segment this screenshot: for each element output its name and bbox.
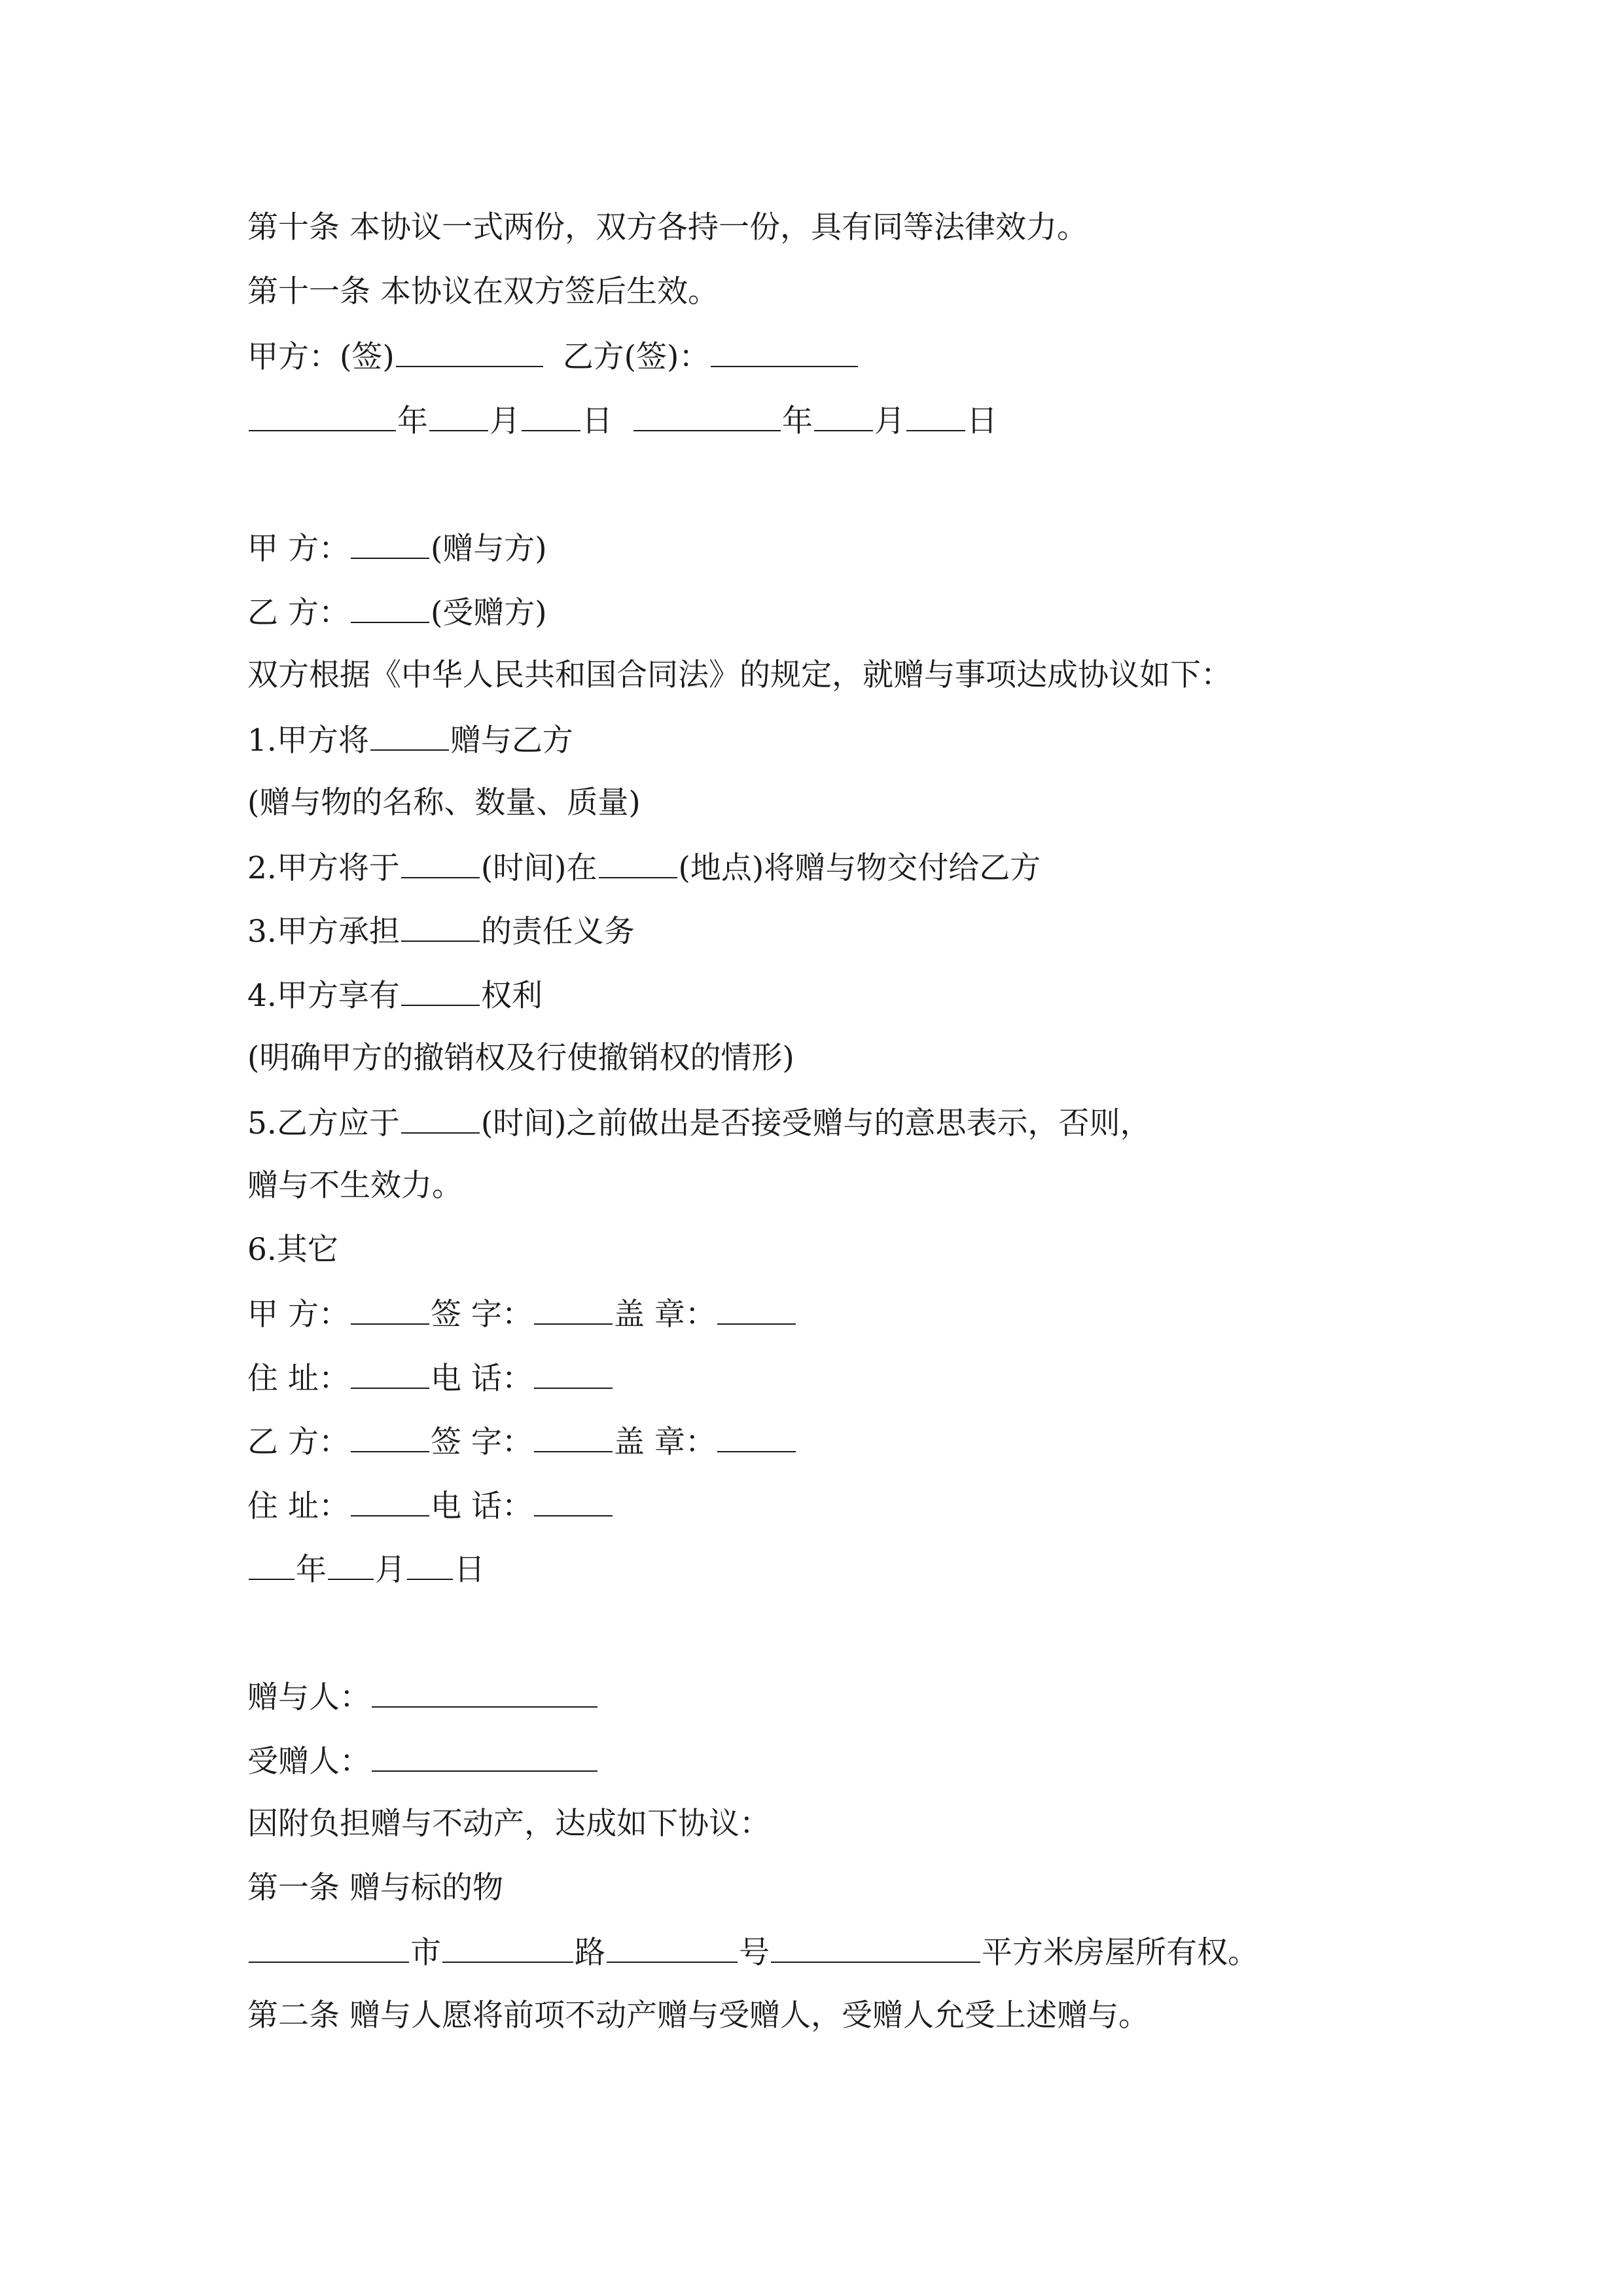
party-b-sign-blank[interactable] [711,333,858,367]
article-10 [247,205,1088,251]
party-a-seal-blank[interactable] [717,1291,796,1325]
article-11-text: 第十一条 本协议在双方签后生效。 [247,274,719,310]
item-4 [247,972,543,1018]
item-6 [247,1227,338,1273]
item-4-note-text: (明确甲方的撤销权及行使撤销权的情形) [247,1040,794,1076]
section-2-year-blank[interactable] [249,1546,294,1580]
party-a-phone-label: 电 话： [430,1361,533,1397]
item-2-text-a: 2.甲方将于 [247,850,400,886]
contract-intro-text: 双方根据《中华人民共和国合同法》的规定，就赠与事项达成协议如下： [247,657,1232,693]
item-5-text-c: 赠与不生效力。 [247,1168,463,1204]
party-a-phone-blank[interactable] [534,1355,613,1389]
item-4-text-a: 4.甲方享有 [247,978,400,1014]
party-a-line [247,525,547,571]
section-2-day-label: 日 [454,1552,485,1588]
real-estate-intro-text: 因附负担赠与不动产，达成如下协议： [247,1806,770,1842]
party-b-signature-label: 签 字： [430,1424,533,1460]
section-2-month-blank[interactable] [328,1546,374,1580]
city-label: 市 [410,1935,441,1971]
party-b-seal-blank[interactable] [717,1418,796,1452]
section-2-date [247,1546,485,1592]
party-b-address-row [247,1482,614,1528]
party-a-signature-label: 签 字： [430,1297,533,1333]
donor-blank[interactable] [372,1674,597,1708]
item-5-text-b: (时间)之前做出是否接受赠与的意思表示，否则， [480,1105,1151,1141]
date-a-day-label: 日 [582,403,613,439]
item-4-text-b: 权利 [480,978,543,1014]
date-b-day-label: 日 [967,403,997,439]
party-b-phone-label: 电 话： [430,1488,533,1524]
signature-line [247,333,859,379]
date-a-day-blank[interactable] [522,397,580,431]
party-a-sign-label: 甲方：(签) [247,339,395,375]
date-b-month-label: 月 [874,403,905,439]
party-b-seal-label: 盖 章： [613,1424,716,1460]
item-2-text-c: (地点)将赠与物交付给乙方 [678,850,1041,886]
item-1-text-b: 赠与乙方 [450,723,573,759]
item-1 [247,717,573,762]
real-estate-article-2 [247,1993,1149,2039]
section-2-month-label: 月 [375,1552,406,1588]
item-5-blank[interactable] [401,1100,480,1134]
donor-label: 赠与人： [247,1679,370,1715]
item-3-text-b: 的责任义务 [480,914,635,950]
item-5-continued [247,1163,463,1209]
section-2-day-blank[interactable] [407,1546,453,1580]
city-blank[interactable] [249,1929,409,1963]
property-label: 平方米房屋所有权。 [982,1935,1258,1971]
contract-intro [247,653,1232,698]
party-b-sign-label: 乙方(签)： [562,339,710,375]
date-a-month-label: 月 [490,403,520,439]
property-address-line [247,1929,1258,1975]
real-estate-article-2-text: 第二条 赠与人愿将前项不动产赠与受赠人，受赠人允受上述赠与。 [247,1998,1149,2034]
road-label: 路 [575,1935,605,1971]
party-b-role: (受赠方) [430,595,547,631]
date-b-month-blank[interactable] [814,397,873,431]
item-6-text: 6.其它 [247,1232,338,1268]
party-b-address-label: 住 址： [247,1488,349,1524]
party-b-sign-row-label: 乙 方： [247,1424,349,1460]
item-2-text-b: (时间)在 [480,850,597,886]
party-b-label: 乙 方： [247,595,349,631]
party-a-seal-label: 盖 章： [613,1297,716,1333]
item-2-time-blank[interactable] [401,844,480,878]
item-3-text-a: 3.甲方承担 [247,914,400,950]
road-blank[interactable] [442,1929,573,1963]
party-b-line [247,589,547,635]
party-a-sign-row-label: 甲 方： [247,1297,349,1333]
item-2-place-blank[interactable] [599,844,677,878]
party-a-name-blank[interactable] [351,1291,429,1325]
item-1-blank[interactable] [370,717,449,751]
area-blank[interactable] [771,1929,980,1963]
party-b-signature-blank[interactable] [534,1418,613,1452]
party-a-sign-blank[interactable] [396,333,543,367]
party-b-name-blank[interactable] [351,1418,429,1452]
party-a-signature-blank[interactable] [534,1291,613,1325]
date-b-day-blank[interactable] [906,397,965,431]
item-1-note-text: (赠与物的名称、数量、质量) [247,785,641,821]
item-1-note [247,780,641,826]
party-b-address-blank[interactable] [351,1482,429,1516]
item-4-blank[interactable] [401,972,480,1006]
donee-line [247,1738,599,1784]
article-11 [247,269,719,315]
date-a-year-label: 年 [397,403,428,439]
number-label: 号 [739,1935,770,1971]
date-a-year-blank[interactable] [249,397,396,431]
party-a-sign-row [247,1291,797,1336]
party-a-label: 甲 方： [247,531,349,567]
item-5-text-a: 5.乙方应于 [247,1105,400,1141]
real-estate-intro [247,1801,770,1847]
item-2 [247,844,1041,890]
item-3 [247,908,635,954]
party-a-address-row [247,1355,614,1401]
date-a-month-blank[interactable] [429,397,488,431]
donor-line [247,1674,599,1719]
party-a-address-blank[interactable] [351,1355,429,1389]
signature-date-line [247,397,997,443]
party-a-blank[interactable] [351,525,429,559]
party-a-role: (赠与方) [430,531,547,567]
section-2-year-label: 年 [296,1552,327,1588]
item-3-blank[interactable] [401,908,480,942]
item-4-note [247,1035,794,1081]
party-a-address-label: 住 址： [247,1361,349,1397]
real-estate-article-1-text: 第一条 赠与标的物 [247,1870,503,1906]
party-b-phone-blank[interactable] [534,1482,613,1516]
real-estate-article-1 [247,1865,503,1911]
number-blank[interactable] [607,1929,738,1963]
date-b-year-label: 年 [782,403,813,439]
item-1-text-a: 1.甲方将 [247,723,369,759]
date-b-year-blank[interactable] [633,397,781,431]
party-b-sign-row [247,1418,797,1464]
party-b-blank[interactable] [351,589,429,623]
donee-blank[interactable] [372,1738,597,1772]
item-5 [247,1100,1151,1145]
donee-label: 受赠人： [247,1744,370,1780]
article-10-text: 第十条 本协议一式两份，双方各持一份，具有同等法律效力。 [247,209,1088,245]
